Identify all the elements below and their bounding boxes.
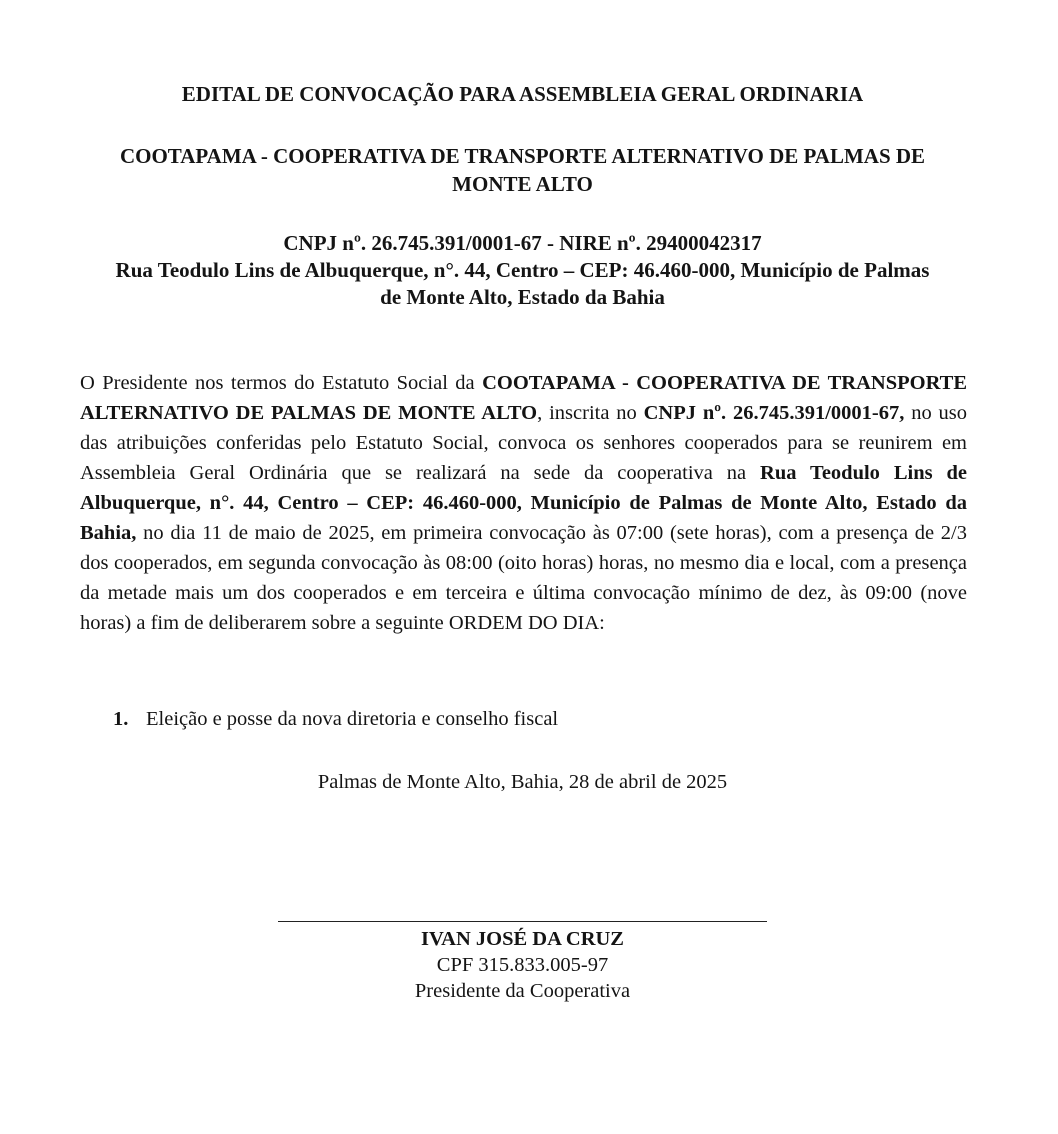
signatory-name: IVAN JOSÉ DA CRUZ [421,928,624,950]
signatory-role: Presidente da Cooperativa [414,980,631,1002]
paragraph-cooperative-name: COOTAPAMA - COOPERATIVA DE TRANSPORTE ALTERNATIVO DE PALMAS DE MONTE ALTO [80,372,968,424]
registration-ids: CNPJ nº. 26.745.391/0001-67 - NIRE nº. 29400042317 [283,231,762,255]
paragraph-cnpj: CNPJ nº. 26.745.391/0001-67, [643,402,905,424]
cooperative-name-line-1: COOTAPAMA - COOPERATIVA DE TRANSPORTE ALTERNATIVO DE PALMAS DE [119,144,926,168]
address-line-2: de Monte Alto, Estado da Bahia [380,285,665,309]
cooperative-name-line-2: MONTE ALTO [452,172,593,196]
place-and-date: Palmas de Monte Alto, Bahia, 28 de abril de 2025 [317,771,728,793]
paragraph-text: no uso das atribuições conferidas pelo Estatuto Social, convoca os senhores cooperados para se reunirem em Assembleia Geral Ordinária que se realizará na sede da cooperativa na [80,402,968,484]
signature-block [0,926,1045,1004]
signature-line [278,921,767,922]
signatory-cpf: CPF 315.833.005-97 [436,954,609,976]
agenda-list [113,705,558,733]
agenda-item-number: 1. [113,708,129,730]
document-title: EDITAL DE CONVOCAÇÃO PARA ASSEMBLEIA GERAL ORDINARIA [181,82,864,106]
address-line-1: Rua Teodulo Lins de Albuquerque, n°. 44, Centro – CEP: 46.460-000, Município de Palmas [115,258,930,282]
paragraph-address: Rua Teodulo Lins de Albuquerque, n°. 44, Centro – CEP: 46.460-000, Município de Palmas de Monte Alto, Estado da Bahia, [80,462,968,544]
registration-block [0,230,1045,311]
cooperative-name [0,142,1045,198]
paragraph-text: , inscrita no [537,402,644,424]
agenda-item-text: Eleição e posse da nova diretoria e conselho fiscal [146,708,559,730]
agenda-item [113,705,558,733]
paragraph-text: no dia 11 de maio de 2025, em primeira convocação às 07:00 (sete horas), com a presença de 2/3 dos cooperados, em segunda convocação às 08:00 (oito horas) horas, no mesmo dia e local, com a presença da metade mais um dos cooperados e em terceira e última convocação mínimo de dez, às 09:00 (nove horas) a fim de deliberarem sobre a seguinte ORDEM DO DIA: [80,522,967,634]
convocation-paragraph [80,368,967,638]
paragraph-text: O Presidente nos termos do Estatuto Social da [80,372,483,394]
